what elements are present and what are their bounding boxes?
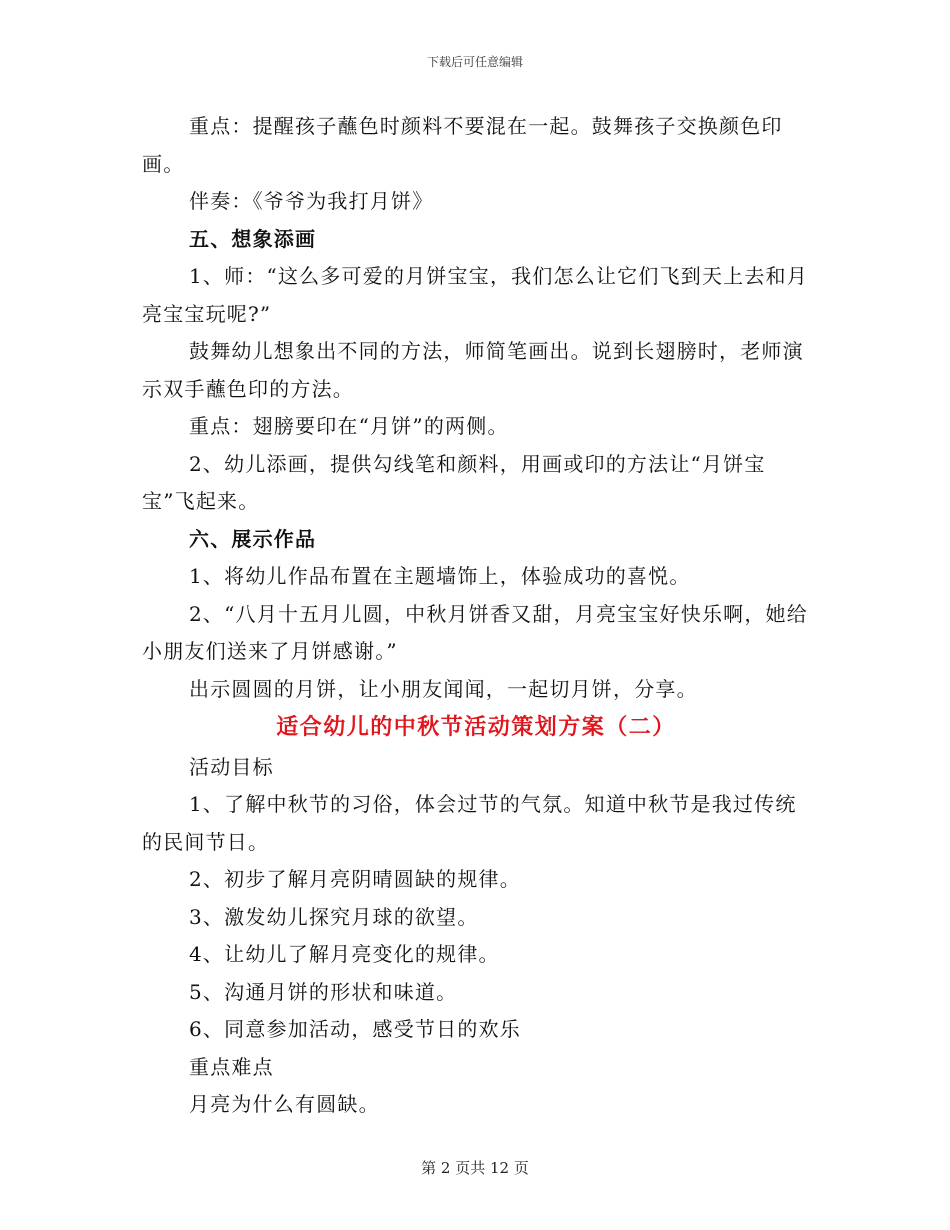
paragraph: 2、初步了解月亮阴晴圆缺的规律。 (189, 867, 521, 891)
section-heading: 五、想象添画 (189, 226, 317, 251)
paragraph: 重点：提醒孩子蘸色时颜料不要混在一起。鼓舞孩子交换颜色印画。 (142, 114, 783, 176)
paragraph: 伴奏：《爷爷为我打月饼》 (189, 189, 434, 213)
paragraph: 重点难点 (189, 1054, 274, 1079)
section-heading: 六、展示作品 (189, 526, 317, 551)
document-body (142, 108, 810, 1124)
paragraph: 鼓舞幼儿想象出不同的方法，师简笔画出。说到长翅膀时，老师演示双手蘸色印的方法。 (142, 339, 804, 401)
paragraph: 重点：翅膀要印在“月饼”的两侧。 (189, 414, 509, 438)
page-number-footer: 第 2 页共 12 页 (421, 1159, 529, 1177)
paragraph: 1、了解中秋节的习俗，体会过节的气氛。知道中秋节是我过传统的民间节日。 (142, 792, 797, 854)
paragraph: 4、让幼儿了解月亮变化的规律。 (189, 942, 500, 966)
paragraph: 2、幼儿添画，提供勾线笔和颜料，用画或印的方法让“月饼宝宝”飞起来。 (142, 451, 766, 513)
page-header: 下载后可任意编辑 (426, 55, 523, 69)
paragraph: 5、沟通月饼的形状和味道。 (189, 979, 458, 1004)
paragraph: 出示圆圆的月饼，让小朋友闻闻，一起切月饼，分享。 (189, 676, 698, 701)
paragraph: 月亮为什么有圆缺。 (189, 1092, 380, 1116)
paragraph: 1、师：“这么多可爱的月饼宝宝，我们怎么让它们飞到天上去和月亮宝宝玩呢?” (142, 264, 808, 326)
document-section-title: 适合幼儿的中秋节活动策划方案（二） (276, 714, 676, 740)
paragraph: 活动目标 (189, 754, 274, 779)
paragraph: 3、激发幼儿探究月球的欲望。 (189, 904, 479, 929)
paragraph: 1、将幼儿作品布置在主题墙饰上，体验成功的喜悦。 (189, 564, 691, 588)
paragraph: 2、“八月十五月儿圆，中秋月饼香又甜，月亮宝宝好快乐啊，她给小朋友们送来了月饼感谢。” (142, 601, 808, 663)
paragraph: 6、同意参加活动，感受节日的欢乐 (189, 1017, 521, 1041)
